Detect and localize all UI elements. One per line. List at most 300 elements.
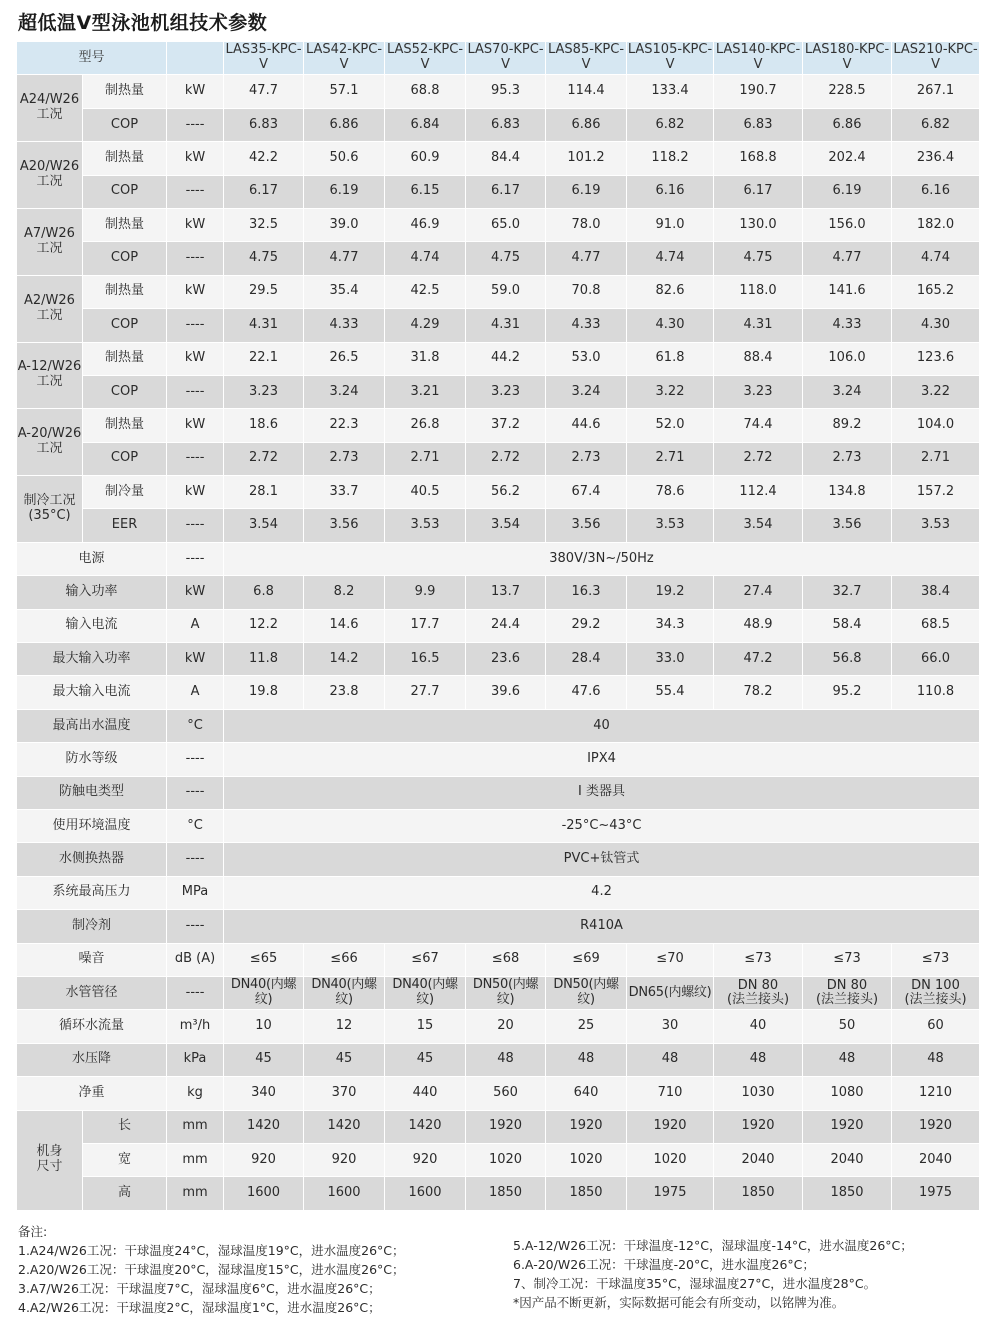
value-cell: 3.24	[304, 376, 385, 409]
value-cell: 6.83	[224, 109, 304, 142]
value-cell: 114.4	[546, 75, 627, 108]
value-cell: 6.82	[627, 109, 714, 142]
value-cell: DN40(内螺纹)	[385, 977, 466, 1010]
value-cell: DN50(内螺纹)	[546, 977, 627, 1010]
value-cell: 45	[385, 1044, 466, 1077]
value-cell: 32.5	[224, 209, 304, 242]
value-cell: 3.54	[224, 509, 304, 542]
param-name: 循环水流量	[17, 1010, 167, 1043]
pipe-size: DN 100	[911, 977, 960, 993]
condition-row	[17, 75, 980, 108]
value-cell: 6.83	[714, 109, 803, 142]
value-cell: 8.2	[304, 576, 385, 609]
dimension-row	[17, 1111, 980, 1144]
param-name: 制热量	[83, 209, 167, 242]
value-cell: 91.0	[627, 209, 714, 242]
value-cell: 25	[546, 1010, 627, 1043]
pipe-size: DN 80	[737, 977, 779, 993]
value-cell: 4.30	[627, 309, 714, 342]
condition-row	[17, 376, 980, 409]
value-cell: 640	[546, 1077, 627, 1110]
condition-row	[17, 309, 980, 342]
param-unit: kW	[167, 142, 224, 175]
value-cell: 4.31	[714, 309, 803, 342]
param-unit: kW	[167, 276, 224, 309]
value-cell: 45	[304, 1044, 385, 1077]
value-cell: 66.0	[892, 643, 980, 676]
value-cell: 920	[224, 1144, 304, 1177]
model-name: LAS70-KPC-V	[466, 42, 546, 75]
electrical-row	[17, 676, 980, 709]
param-name: COP	[83, 443, 167, 476]
value-cell: 27.7	[385, 676, 466, 709]
value-cell: 22.1	[224, 343, 304, 376]
note-line: *因产品不断更新，实际数据可能会有所变动，以铭牌为准。	[513, 1295, 845, 1310]
value-cell: 17.7	[385, 610, 466, 643]
value-cell: 1420	[224, 1111, 304, 1144]
value-cell: 95.2	[803, 676, 892, 709]
value-cell: 1920	[627, 1111, 714, 1144]
value-cell: 157.2	[892, 476, 980, 509]
param-unit: MPa	[167, 877, 224, 910]
value-cell: 4.77	[546, 242, 627, 275]
notes-right	[513, 1236, 913, 1312]
condition-row	[17, 409, 980, 442]
param-name: 制热量	[83, 276, 167, 309]
dimension-row	[17, 1177, 980, 1210]
note-line: 2.A20/W26工况：干球温度20°C，湿球温度15°C，进水温度26°C；	[18, 1262, 405, 1277]
merged-value: 4.2	[224, 877, 980, 910]
param-name: COP	[83, 376, 167, 409]
value-cell: 104.0	[892, 409, 980, 442]
param-unit: ----	[167, 242, 224, 275]
spec-table-body	[17, 42, 980, 1211]
value-cell: 182.0	[892, 209, 980, 242]
value-cell: 1600	[224, 1177, 304, 1210]
unit-header	[167, 42, 224, 75]
value-cell: 16.3	[546, 576, 627, 609]
param-name: 水管管径	[17, 977, 167, 1010]
value-cell: 4.77	[803, 242, 892, 275]
value-cell: 33.0	[627, 643, 714, 676]
param-name: 最大输入电流	[17, 676, 167, 709]
value-cell: 4.74	[627, 242, 714, 275]
value-cell: 3.56	[803, 509, 892, 542]
value-cell: 2.71	[385, 443, 466, 476]
model-name: LAS180-KPC-V	[803, 42, 892, 75]
value-cell: 59.0	[466, 276, 546, 309]
value-cell: 39.0	[304, 209, 385, 242]
value-cell: 44.2	[466, 343, 546, 376]
param-name: 最高出水温度	[17, 710, 167, 743]
pipe-type: (法兰接头)	[726, 992, 790, 1008]
value-cell: 48	[546, 1044, 627, 1077]
value-cell: 6.16	[892, 176, 980, 209]
spec-table	[17, 42, 980, 1211]
note-line: 3.A7/W26工况：干球温度7°C，湿球温度6°C，进水温度26°C；	[18, 1281, 381, 1296]
value-cell: 13.7	[466, 576, 546, 609]
param-unit: kW	[167, 476, 224, 509]
merged-value: I 类器具	[224, 777, 980, 810]
value-cell: 1420	[304, 1111, 385, 1144]
value-cell: 228.5	[803, 75, 892, 108]
condition-label-line1: A7/W26	[24, 225, 75, 241]
value-cell: 2040	[892, 1144, 980, 1177]
value-cell: 6.17	[466, 176, 546, 209]
param-name: 输入电流	[17, 610, 167, 643]
value-cell: 1020	[546, 1144, 627, 1177]
value-cell: 6.17	[224, 176, 304, 209]
value-cell: 6.16	[627, 176, 714, 209]
param-name: 制热量	[83, 409, 167, 442]
value-cell: 30	[627, 1010, 714, 1043]
param-name: 制热量	[83, 142, 167, 175]
value-cell: 67.4	[546, 476, 627, 509]
value-cell: 1600	[304, 1177, 385, 1210]
value-cell: ≤65	[224, 944, 304, 977]
dimension-label	[17, 1111, 83, 1211]
value-cell: 236.4	[892, 142, 980, 175]
value-cell: 1975	[627, 1177, 714, 1210]
value-cell: 40	[714, 1010, 803, 1043]
param-unit: ----	[167, 777, 224, 810]
param-name: 防水等级	[17, 743, 167, 776]
param-name: 长	[83, 1111, 167, 1144]
value-cell: 29.2	[546, 610, 627, 643]
value-cell: 3.53	[627, 509, 714, 542]
value-cell: 6.19	[304, 176, 385, 209]
condition-row	[17, 343, 980, 376]
common-row	[17, 877, 980, 910]
value-cell: 2.71	[627, 443, 714, 476]
value-cell: 78.6	[627, 476, 714, 509]
value-cell: 2.73	[803, 443, 892, 476]
value-cell: 42.2	[224, 142, 304, 175]
value-cell: 22.3	[304, 409, 385, 442]
value-cell: 4.75	[714, 242, 803, 275]
merged-value: PVC+钛管式	[224, 843, 980, 876]
value-cell	[892, 977, 980, 1010]
value-cell: 48	[714, 1044, 803, 1077]
pipe-size: DN 80	[826, 977, 868, 993]
dimension-label-line2: 尺寸	[36, 1159, 63, 1175]
model-name: LAS210-KPC-V	[892, 42, 980, 75]
value-cell: 95.3	[466, 75, 546, 108]
value-cell: 82.6	[627, 276, 714, 309]
note-line: 6.A-20/W26工况：干球温度-20°C，进水温度26°C；	[513, 1257, 815, 1272]
model-name: LAS52-KPC-V	[385, 42, 466, 75]
value-cell: 106.0	[803, 343, 892, 376]
value-cell: 3.24	[803, 376, 892, 409]
value-cell: 74.4	[714, 409, 803, 442]
value-cell: 2.73	[546, 443, 627, 476]
note-line: 5.A-12/W26工况：干球温度-12°C，湿球温度-14°C，进水温度26°C；	[513, 1238, 913, 1253]
value-cell: 123.6	[892, 343, 980, 376]
param-unit: kPa	[167, 1044, 224, 1077]
noise-row	[17, 944, 980, 977]
value-cell: 39.6	[466, 676, 546, 709]
value-cell: 89.2	[803, 409, 892, 442]
value-cell: 4.30	[892, 309, 980, 342]
param-unit: ----	[167, 443, 224, 476]
value-cell: 3.53	[892, 509, 980, 542]
dimension-row	[17, 1144, 980, 1177]
value-cell: 6.84	[385, 109, 466, 142]
value-cell: 14.2	[304, 643, 385, 676]
misc-row	[17, 1077, 980, 1110]
param-name: 使用环境温度	[17, 810, 167, 843]
value-cell: 156.0	[803, 209, 892, 242]
value-cell: 18.6	[224, 409, 304, 442]
value-cell: 101.2	[546, 142, 627, 175]
note-line: 7、制冷工况：干球温度35°C，湿球温度27°C，进水温度28°C。	[513, 1276, 877, 1291]
condition-label	[17, 142, 83, 209]
value-cell: 3.54	[466, 509, 546, 542]
condition-label-line2: 工况	[36, 374, 63, 390]
common-row	[17, 743, 980, 776]
value-cell: 48	[627, 1044, 714, 1077]
param-name: 制冷量	[83, 476, 167, 509]
condition-label	[17, 209, 83, 276]
value-cell: 37.2	[466, 409, 546, 442]
common-row	[17, 843, 980, 876]
value-cell: DN40(内螺纹)	[224, 977, 304, 1010]
value-cell: 134.8	[803, 476, 892, 509]
value-cell: 1975	[892, 1177, 980, 1210]
value-cell: 3.21	[385, 376, 466, 409]
param-unit: mm	[167, 1144, 224, 1177]
value-cell: 267.1	[892, 75, 980, 108]
condition-label	[17, 343, 83, 410]
value-cell: 11.8	[224, 643, 304, 676]
electrical-row	[17, 643, 980, 676]
model-name: LAS42-KPC-V	[304, 42, 385, 75]
param-name: 电源	[17, 543, 167, 576]
param-name: COP	[83, 109, 167, 142]
value-cell: 46.9	[385, 209, 466, 242]
value-cell: 6.86	[546, 109, 627, 142]
merged-value: R410A	[224, 910, 980, 943]
value-cell: ≤67	[385, 944, 466, 977]
model-name: LAS105-KPC-V	[627, 42, 714, 75]
condition-label-line2: (35°C)	[28, 507, 71, 523]
value-cell: 1420	[385, 1111, 466, 1144]
param-unit: kg	[167, 1077, 224, 1110]
value-cell: 3.22	[892, 376, 980, 409]
value-cell: 130.0	[714, 209, 803, 242]
value-cell: 84.4	[466, 142, 546, 175]
value-cell: 3.53	[385, 509, 466, 542]
value-cell: 6.8	[224, 576, 304, 609]
value-cell: ≤73	[892, 944, 980, 977]
value-cell: 45	[224, 1044, 304, 1077]
value-cell: 70.8	[546, 276, 627, 309]
value-cell: DN65(内螺纹)	[627, 977, 714, 1010]
param-unit: A	[167, 676, 224, 709]
value-cell: 56.2	[466, 476, 546, 509]
value-cell: ≤68	[466, 944, 546, 977]
value-cell: 60.9	[385, 142, 466, 175]
value-cell: 47.6	[546, 676, 627, 709]
misc-row	[17, 1044, 980, 1077]
condition-row	[17, 443, 980, 476]
header-row	[17, 42, 980, 75]
param-name: COP	[83, 176, 167, 209]
value-cell: 110.8	[892, 676, 980, 709]
notes-heading: 备注:	[18, 1224, 48, 1239]
param-name: 净重	[17, 1077, 167, 1110]
value-cell: 1850	[803, 1177, 892, 1210]
param-name: 宽	[83, 1144, 167, 1177]
value-cell	[714, 977, 803, 1010]
note-line: 1.A24/W26工况：干球温度24°C，湿球温度19°C，进水温度26°C；	[18, 1243, 405, 1258]
value-cell: 27.4	[714, 576, 803, 609]
value-cell: 1920	[803, 1111, 892, 1144]
condition-label-line2: 工况	[36, 107, 63, 123]
value-cell: 88.4	[714, 343, 803, 376]
param-unit: m³/h	[167, 1010, 224, 1043]
value-cell: 3.56	[546, 509, 627, 542]
param-name: 系统最高压力	[17, 877, 167, 910]
value-cell: ≤73	[803, 944, 892, 977]
value-cell: 50.6	[304, 142, 385, 175]
value-cell: 1920	[546, 1111, 627, 1144]
value-cell: 560	[466, 1077, 546, 1110]
condition-label-line1: A20/W26	[19, 159, 80, 175]
value-cell: 12.2	[224, 610, 304, 643]
condition-label	[17, 75, 83, 142]
value-cell: 3.23	[714, 376, 803, 409]
condition-row	[17, 476, 980, 509]
value-cell: 4.31	[224, 309, 304, 342]
value-cell: 141.6	[803, 276, 892, 309]
param-unit: dB (A)	[167, 944, 224, 977]
model-name: LAS35-KPC-V	[224, 42, 304, 75]
value-cell: 60	[892, 1010, 980, 1043]
param-unit: mm	[167, 1177, 224, 1210]
value-cell: 47.7	[224, 75, 304, 108]
value-cell: 19.2	[627, 576, 714, 609]
value-cell: DN50(内螺纹)	[466, 977, 546, 1010]
merged-value: 40	[224, 710, 980, 743]
param-unit: kW	[167, 75, 224, 108]
condition-label-line1: A-12/W26	[17, 359, 82, 375]
value-cell: 28.1	[224, 476, 304, 509]
condition-label-line1: A2/W26	[24, 292, 75, 308]
value-cell: 9.9	[385, 576, 466, 609]
power-supply-row	[17, 543, 980, 576]
value-cell: 3.23	[224, 376, 304, 409]
condition-label	[17, 476, 83, 543]
value-cell: 78.0	[546, 209, 627, 242]
model-name: LAS140-KPC-V	[714, 42, 803, 75]
param-unit: kW	[167, 343, 224, 376]
param-unit: ----	[167, 843, 224, 876]
value-cell: ≤66	[304, 944, 385, 977]
param-unit: ----	[167, 543, 224, 576]
param-unit: kW	[167, 576, 224, 609]
param-name: 制热量	[83, 343, 167, 376]
value-cell: 14.6	[304, 610, 385, 643]
value-cell: 61.8	[627, 343, 714, 376]
value-cell: 38.4	[892, 576, 980, 609]
value-cell: 190.7	[714, 75, 803, 108]
value-cell: 35.4	[304, 276, 385, 309]
value-cell: 26.8	[385, 409, 466, 442]
value-cell: 1020	[627, 1144, 714, 1177]
value-cell: 202.4	[803, 142, 892, 175]
param-name: COP	[83, 309, 167, 342]
value-cell: 2.71	[892, 443, 980, 476]
notes-left	[18, 1222, 405, 1317]
value-cell: 1920	[466, 1111, 546, 1144]
condition-row	[17, 176, 980, 209]
value-cell: 48.9	[714, 610, 803, 643]
value-cell: ≤70	[627, 944, 714, 977]
value-cell: 710	[627, 1077, 714, 1110]
value-cell: 4.74	[892, 242, 980, 275]
value-cell: 68.5	[892, 610, 980, 643]
value-cell: 1850	[714, 1177, 803, 1210]
param-name: 高	[83, 1177, 167, 1210]
value-cell: 4.33	[304, 309, 385, 342]
value-cell: 47.2	[714, 643, 803, 676]
value-cell	[803, 977, 892, 1010]
param-name: 制冷剂	[17, 910, 167, 943]
value-cell: 340	[224, 1077, 304, 1110]
value-cell: 57.1	[304, 75, 385, 108]
value-cell: 29.5	[224, 276, 304, 309]
value-cell: 4.33	[546, 309, 627, 342]
value-cell: 2.72	[714, 443, 803, 476]
value-cell: 1920	[714, 1111, 803, 1144]
value-cell: 19.8	[224, 676, 304, 709]
value-cell: 3.56	[304, 509, 385, 542]
param-name: 制热量	[83, 75, 167, 108]
condition-row	[17, 209, 980, 242]
value-cell: 78.2	[714, 676, 803, 709]
value-cell: 2.73	[304, 443, 385, 476]
value-cell: 52.0	[627, 409, 714, 442]
value-cell: 1080	[803, 1077, 892, 1110]
value-cell: 2040	[803, 1144, 892, 1177]
value-cell: 55.4	[627, 676, 714, 709]
value-cell: 370	[304, 1077, 385, 1110]
condition-label-line1: A-20/W26	[17, 426, 82, 442]
value-cell: 26.5	[304, 343, 385, 376]
model-label: 型号	[17, 42, 167, 75]
value-cell: 4.75	[466, 242, 546, 275]
value-cell: 34.3	[627, 610, 714, 643]
value-cell: 15	[385, 1010, 466, 1043]
param-unit: ----	[167, 309, 224, 342]
param-unit: mm	[167, 1111, 224, 1144]
merged-value: 380V/3N~/50Hz	[224, 543, 980, 576]
value-cell: 40.5	[385, 476, 466, 509]
value-cell: 58.4	[803, 610, 892, 643]
value-cell: 2.72	[224, 443, 304, 476]
value-cell: 65.0	[466, 209, 546, 242]
value-cell: 31.8	[385, 343, 466, 376]
condition-label	[17, 409, 83, 476]
value-cell: 6.86	[803, 109, 892, 142]
value-cell: 42.5	[385, 276, 466, 309]
value-cell: 1030	[714, 1077, 803, 1110]
value-cell: DN40(内螺纹)	[304, 977, 385, 1010]
value-cell: 53.0	[546, 343, 627, 376]
param-unit: °C	[167, 710, 224, 743]
condition-row	[17, 509, 980, 542]
